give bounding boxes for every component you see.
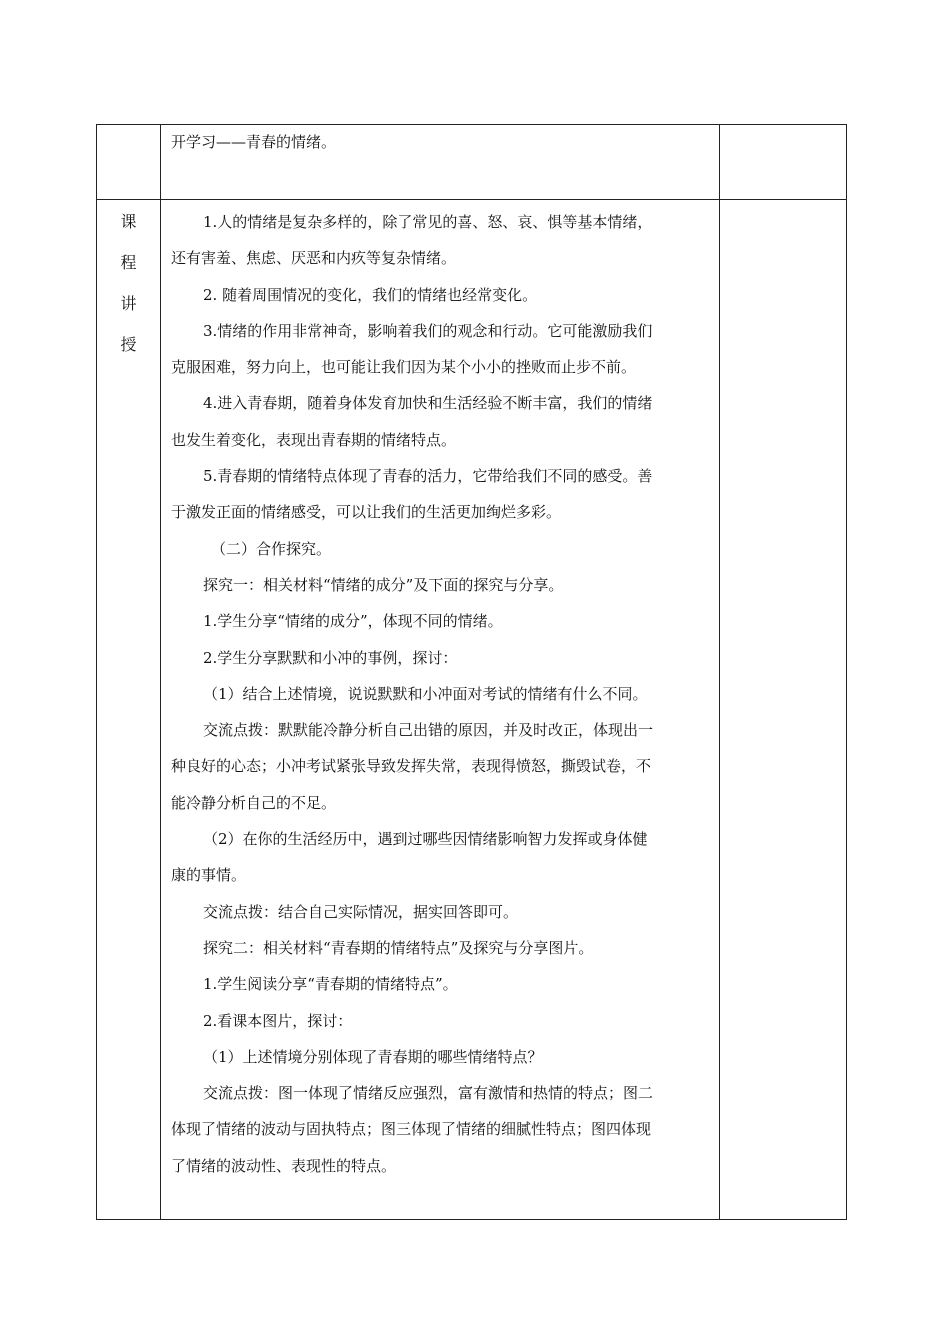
- content-line: 种良好的心态；小冲考试紧张导致发挥失常，表现得愤怒，撕毁试卷，不: [171, 757, 652, 776]
- content-line: 交流点拨：默默能冷静分析自己出错的原因，并及时改正，体现出一: [203, 721, 654, 740]
- table-row-continuation: [97, 125, 847, 200]
- content-line: 康的事情。: [171, 866, 247, 885]
- section-label-char: 程: [120, 253, 137, 272]
- content-line: 探究二：相关材料“青春期的情绪特点”及探究与分享图片。: [203, 938, 594, 957]
- content-line: （1）上述情境分别体现了青春期的哪些情绪特点？: [203, 1047, 543, 1066]
- lecture-content-cell: [161, 200, 720, 1220]
- content-line: （2）在你的生活经历中，遇到过哪些因情绪影响智力发挥或身体健: [203, 830, 648, 849]
- lecture-content: [161, 200, 719, 1184]
- content-line: 也发生着变化，表现出青春期的情绪特点。: [171, 430, 457, 449]
- section-label-char: 授: [120, 335, 137, 354]
- content-line: 1.学生分享“情绪的成分”，体现不同的情绪。: [203, 612, 503, 631]
- label-cell-empty: [97, 125, 161, 200]
- content-line: 5.青春期的情绪特点体现了青春的活力，它带给我们不同的感受。善: [203, 467, 653, 486]
- notes-cell-main: [720, 200, 847, 1220]
- content-line: 于激发正面的情绪感受，可以让我们的生活更加绚烂多彩。: [171, 503, 562, 522]
- content-line: 还有害羞、焦虑、厌恶和内疚等复杂情绪。: [171, 249, 457, 268]
- content-line: 3.情绪的作用非常神奇，影响着我们的观念和行动。它可能激励我们: [203, 321, 653, 340]
- content-line: 4.进入青春期，随着身体发育加快和生活经验不断丰富，我们的情绪: [203, 394, 653, 413]
- content-line: 1.人的情绪是复杂多样的，除了常见的喜、怒、哀、惧等基本情绪，: [203, 213, 653, 231]
- section-label-char: 课: [120, 212, 137, 231]
- content-line: 了情绪的波动性、表现性的特点。: [171, 1156, 397, 1175]
- lesson-plan-table: [96, 124, 847, 1220]
- content-line: 1.学生阅读分享“青春期的情绪特点”。: [203, 975, 458, 994]
- content-line: 交流点拨：图一体现了情绪反应强烈，富有激情和热情的特点；图二: [203, 1084, 654, 1103]
- table-row-lecture: [97, 200, 847, 1220]
- content-line: 探究一：相关材料“情绪的成分”及下面的探究与分享。: [203, 575, 564, 594]
- content-line: 2. 随着周围情况的变化，我们的情绪也经常变化。: [203, 285, 538, 304]
- continuation-text: 开学习——青春的情绪。: [171, 133, 337, 151]
- continuation-cell: [161, 125, 720, 200]
- content-line: 2.学生分享默默和小冲的事例，探讨：: [203, 648, 458, 667]
- content-line: 能冷静分析自己的不足。: [171, 793, 337, 812]
- section-label: [97, 200, 160, 365]
- section-label-cell: [97, 200, 161, 1220]
- section-label-char: 讲: [120, 294, 137, 313]
- content-line: 交流点拨：结合自己实际情况，据实回答即可。: [203, 902, 519, 921]
- content-line: （二）合作探究。: [211, 539, 332, 558]
- content-line: 2.看课本图片，探讨：: [203, 1011, 353, 1030]
- content-line: （1）结合上述情境，说说默默和小冲面对考试的情绪有什么不同。: [203, 684, 648, 703]
- content-line: 体现了情绪的波动与固执特点；图三体现了情绪的细腻性特点；图四体现: [171, 1120, 652, 1139]
- content-line: 克服困难，努力向上，也可能让我们因为某个小小的挫败而止步不前。: [171, 358, 637, 377]
- notes-cell-top: [720, 125, 847, 200]
